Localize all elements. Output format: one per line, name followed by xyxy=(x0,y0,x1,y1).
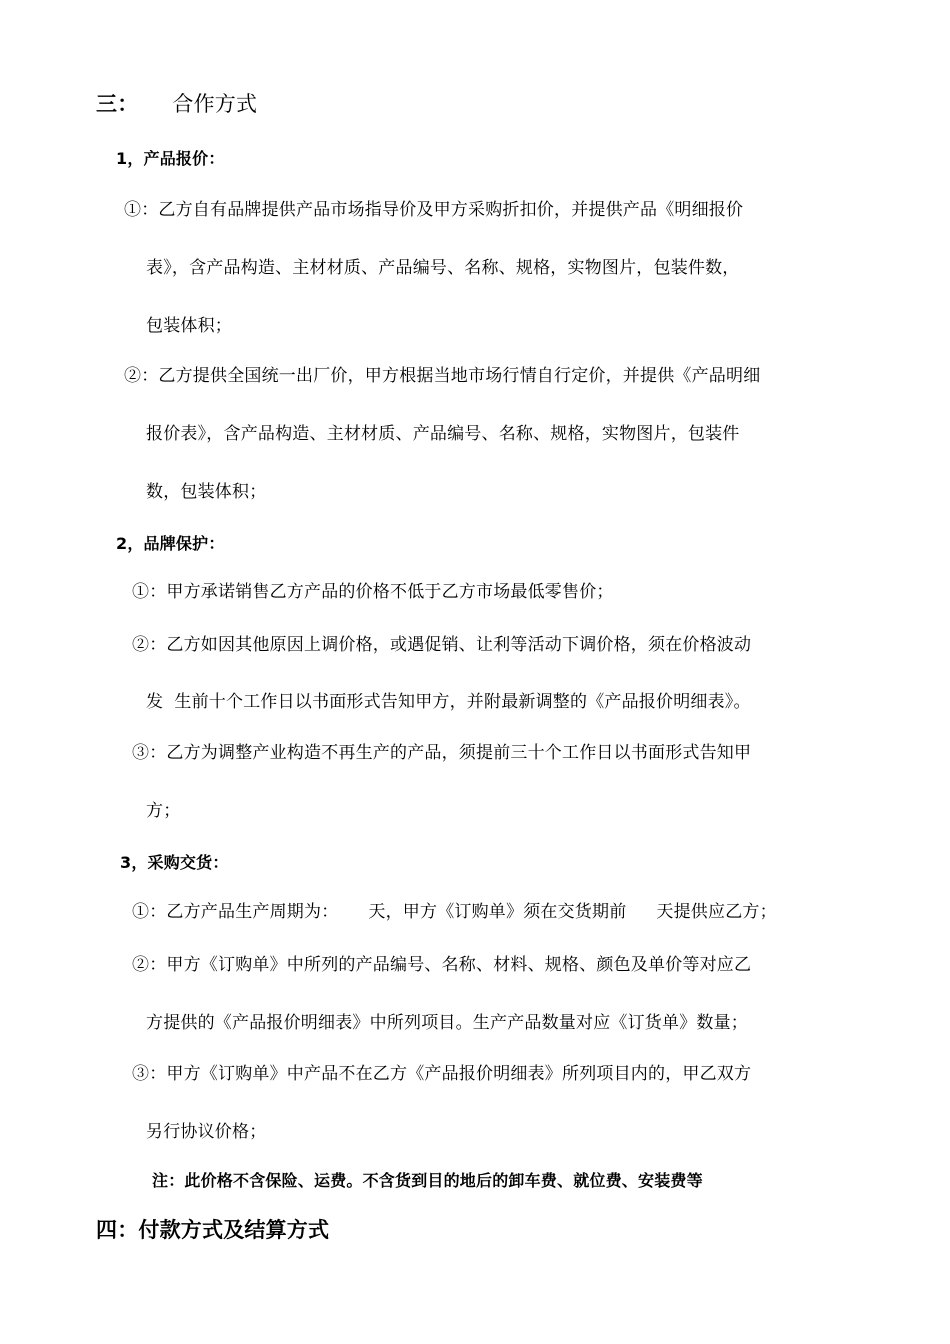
pricing-item2-line2: 报价表》，含产品构造、主材材质、产品编号、名称、规格，实物图片，包装件 xyxy=(146,424,740,444)
brand-item3-line1: ③：乙方为调整产业构造不再生产的产品，须提前三十个工作日以书面形式告知甲 xyxy=(132,743,752,763)
brand-item3-line2: 方； xyxy=(146,801,181,821)
purchase-heading: 3，采购交货： xyxy=(120,853,229,872)
brand-heading: 2，品牌保护： xyxy=(116,534,225,553)
section-3-title: 合作方式 xyxy=(172,92,258,116)
purchase-item1 xyxy=(132,900,777,924)
pricing-item1-line3: 包装体积； xyxy=(146,316,232,336)
purchase-item2-line1: ②：甲方《订购单》中所列的产品编号、名称、材料、规格、颜色及单价等对应乙 xyxy=(132,955,752,975)
purchase-item2-line2: 方提供的《产品报价明细表》中所列项目。生产产品数量对应《订货单》数量； xyxy=(146,1013,748,1033)
section-3-heading xyxy=(96,92,257,116)
pricing-item2-line3: 数，包装体积； xyxy=(146,482,267,502)
brand-item2-line1: ②：乙方如因其他原因上调价格，或遇促销、让利等活动下调价格，须在价格波动 xyxy=(132,635,752,655)
pricing-item2-line1: ②：乙方提供全国统一出厂价，甲方根据当地市场行情自行定价，并提供《产品明细 xyxy=(124,366,761,386)
pricing-item1-line1: ①：乙方自有品牌提供产品市场指导价及甲方采购折扣价，并提供产品《明细报价 xyxy=(124,200,744,220)
purchase-item1-part3: 天提供应乙方； xyxy=(656,902,777,922)
brand-item1: ①：甲方承诺销售乙方产品的价格不低于乙方市场最低零售价； xyxy=(132,582,614,602)
purchase-item1-part2: 天，甲方《订购单》须在交货期前 xyxy=(368,902,627,922)
pricing-heading: 1，产品报价： xyxy=(116,149,225,168)
section-3-number: 三： xyxy=(96,92,139,116)
purchase-item3-line1: ③：甲方《订购单》中产品不在乙方《产品报价明细表》所列项目内的，甲乙双方 xyxy=(132,1064,752,1084)
brand-item2-line2: 发 生前十个工作日以书面形式告知甲方，并附最新调整的《产品报价明细表》。 xyxy=(146,692,751,712)
price-note: 注：此价格不含保险、运费。不含货到目的地后的卸车费、就位费、安装费等 xyxy=(152,1171,703,1190)
section-4-heading: 四：付款方式及结算方式 xyxy=(96,1218,330,1242)
purchase-item1-part1: ①：乙方产品生产周期为： xyxy=(132,902,339,922)
purchase-item3-line2: 另行协议价格； xyxy=(146,1122,267,1142)
pricing-item1-line2: 表》，含产品构造、主材材质、产品编号、名称、规格，实物图片，包装件数， xyxy=(146,258,740,278)
